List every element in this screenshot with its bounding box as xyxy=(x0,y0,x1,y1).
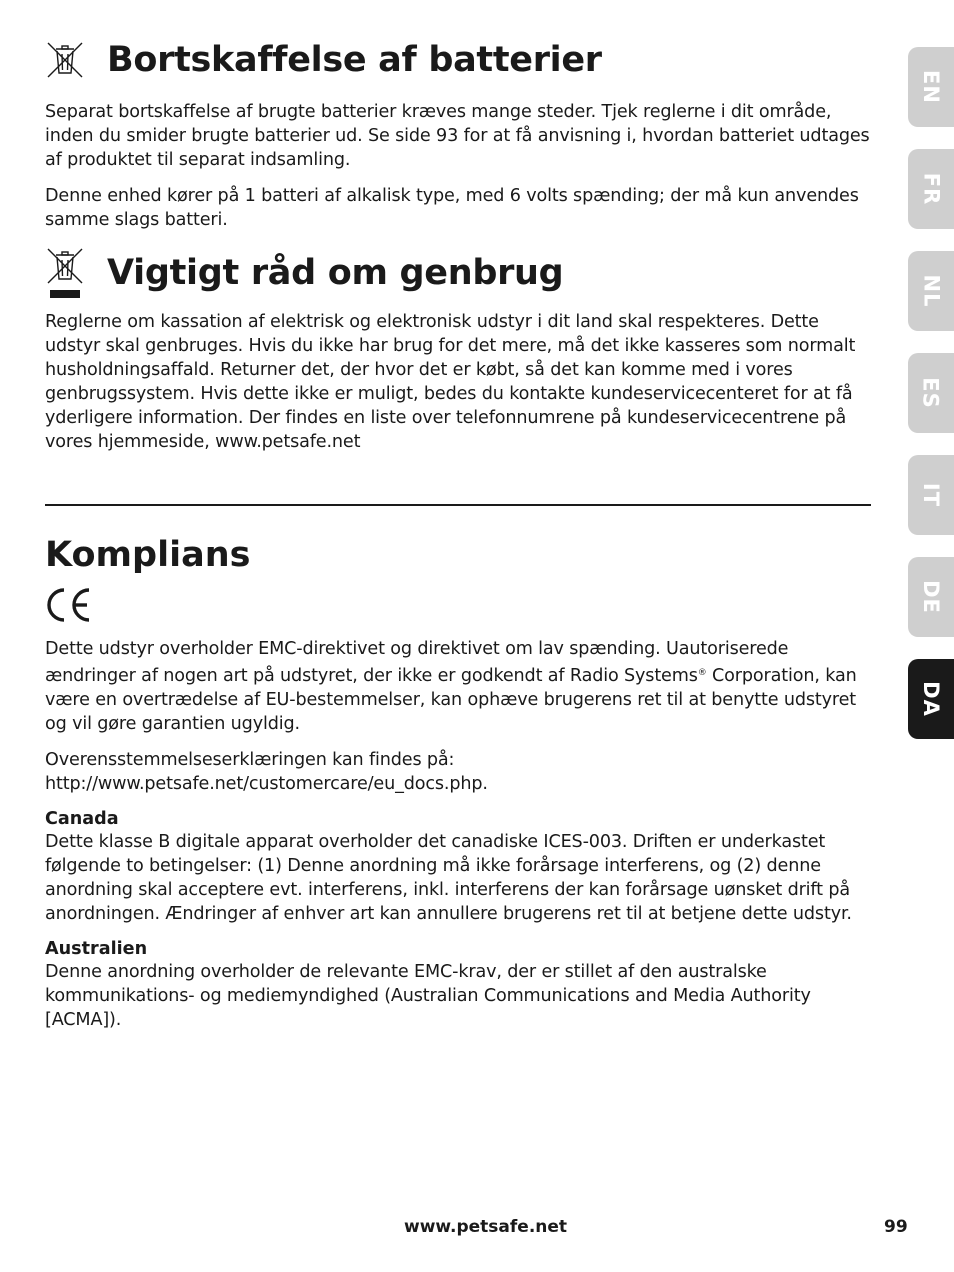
battery-disposal-paragraph: Separat bortskaffelse af brugte batterier kræves mange steder. Tjek reglerne i dit område, inden du smider brugte batterier ud. Se side 93 for at få anvisning i, hvordan batteriet udtages af produktet til separat indsamling. xyxy=(45,102,870,170)
tab-label-nl: NL xyxy=(919,274,943,308)
registered-mark: ® xyxy=(697,667,707,678)
declaration-paragraph xyxy=(45,748,871,796)
tab-language-it[interactable] xyxy=(908,455,954,535)
tab-label-es: ES xyxy=(918,377,943,409)
tab-label-da: DA xyxy=(919,681,943,717)
page-content xyxy=(45,40,871,1032)
recycling-heading xyxy=(45,246,871,300)
ce-compliance-text-1: Dette udstyr overholder EMC-direktivet og direktivet om lav spænding. Uautoriserede ændringer af nogen art på udstyret, der ikke er godkendt af Radio Systems xyxy=(45,638,789,686)
page-number: 99 xyxy=(884,1217,908,1237)
tab-label-it: IT xyxy=(918,482,943,508)
declaration-url: http://www.petsafe.net/customercare/eu_docs.php. xyxy=(45,773,488,794)
tab-language-de[interactable] xyxy=(908,557,954,637)
tab-language-fr[interactable] xyxy=(908,149,954,229)
australia-heading: Australien xyxy=(45,938,148,959)
weee-bin-icon xyxy=(45,246,85,300)
declaration-text: Overensstemmelseserklæringen kan findes på: xyxy=(45,749,455,770)
ce-compliance-text-2: Corporation, kan være en overtrædelse af EU-bestemmelser, kan ophæve brugerens ret til at benytte udstyret og vil gøre garantien ugyldig. xyxy=(45,665,857,734)
crossed-out-bin-icon xyxy=(45,40,85,80)
footer-website: www.petsafe.net xyxy=(404,1217,568,1237)
battery-disposal-heading xyxy=(45,40,871,80)
battery-disposal-title: Bortskaffelse af batterier xyxy=(107,39,602,80)
tab-language-en[interactable] xyxy=(908,47,954,127)
tab-label-fr: FR xyxy=(918,172,943,206)
tab-label-en: EN xyxy=(918,70,943,104)
ce-compliance-paragraph xyxy=(45,637,871,736)
section-divider xyxy=(45,504,871,506)
tab-language-es[interactable] xyxy=(908,353,954,433)
canada-heading: Canada xyxy=(45,808,119,829)
australia-paragraph: Denne anordning overholder de relevante EMC-krav, der er stillet af den australske kommunikations- og mediemyndighed (Australian Communications and Media Authority [ACMA]). xyxy=(45,961,811,1030)
compliance-title: Komplians xyxy=(45,535,251,575)
ce-mark-logo xyxy=(45,587,871,625)
recycling-paragraph: Reglerne om kassation af elektrisk og elektronisk udstyr i dit land skal respekteres. Dette udstyr skal genbruges. Hvis du ikke har brug for det mere, må det ikke kasseres som normalt husholdningsaffald. Returner det, der hvor det er købt, så det kan komme med i vores genbrugssystem. Hvis dette ikke er muligt, bedes du kontakte kundeservicecenteret for at få yderligere information. Der findes en liste over telefonnumrene på kundeservicecentrene på vores hjemmeside, www.petsafe.net xyxy=(45,312,856,452)
tab-language-nl[interactable] xyxy=(908,251,954,331)
battery-type-paragraph: Denne enhed kører på 1 batteri af alkalisk type, med 6 volts spænding; der må kun anvendes samme slags batteri. xyxy=(45,186,859,230)
canada-paragraph: Dette klasse B digitale apparat overholder det canadiske ICES-003. Driften er underkastet følgende to betingelser: (1) Denne anordning må ikke forårsage interferens, og (2) denne anordning skal acceptere evt. interferens, inkl. interferens der kan forårsage uønsket drift på anordningen. Ændringer af enhver art kan annullere brugerens ret til at betjene dette udstyr. xyxy=(45,831,852,924)
recycling-title: Vigtigt råd om genbrug xyxy=(107,252,564,293)
tab-language-da[interactable] xyxy=(908,659,954,739)
tab-label-de: DE xyxy=(919,580,943,614)
